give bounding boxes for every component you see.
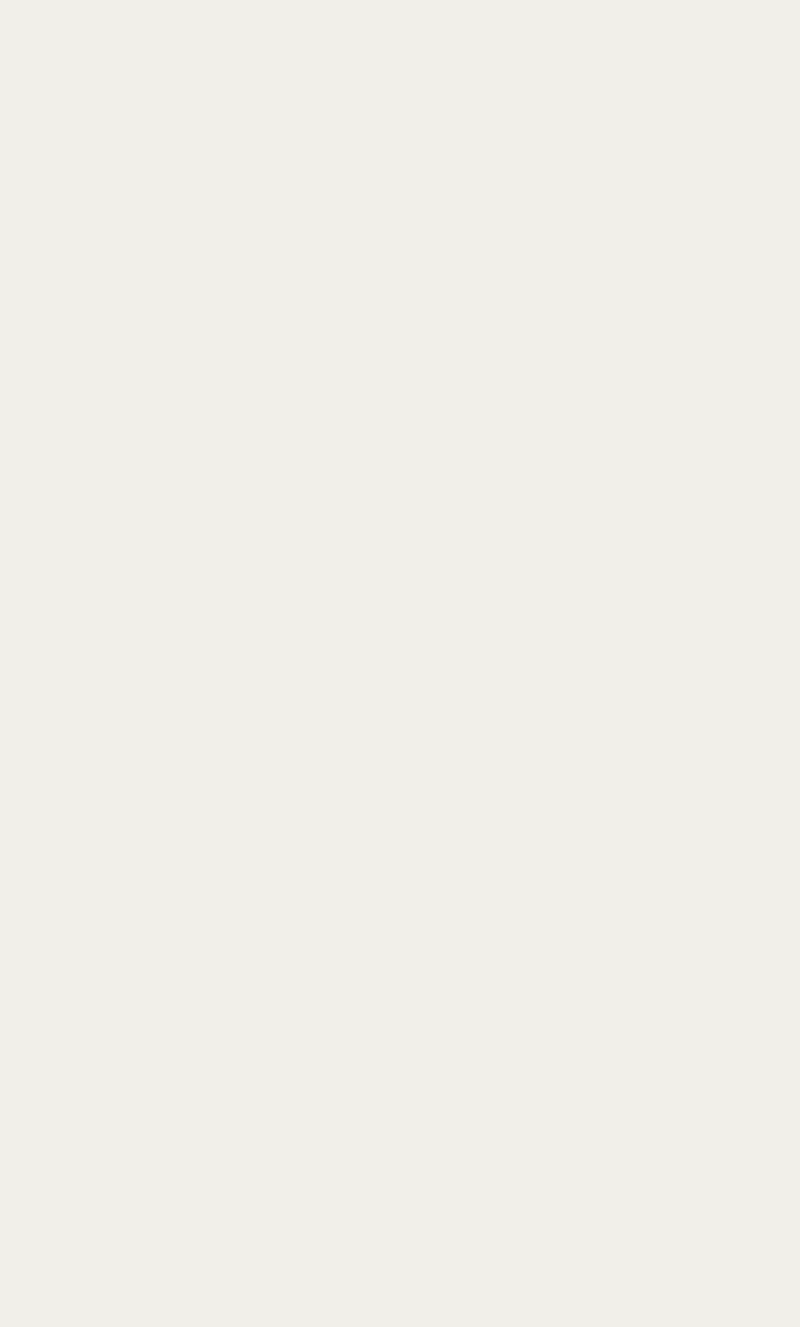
page-header [0, 86, 800, 110]
